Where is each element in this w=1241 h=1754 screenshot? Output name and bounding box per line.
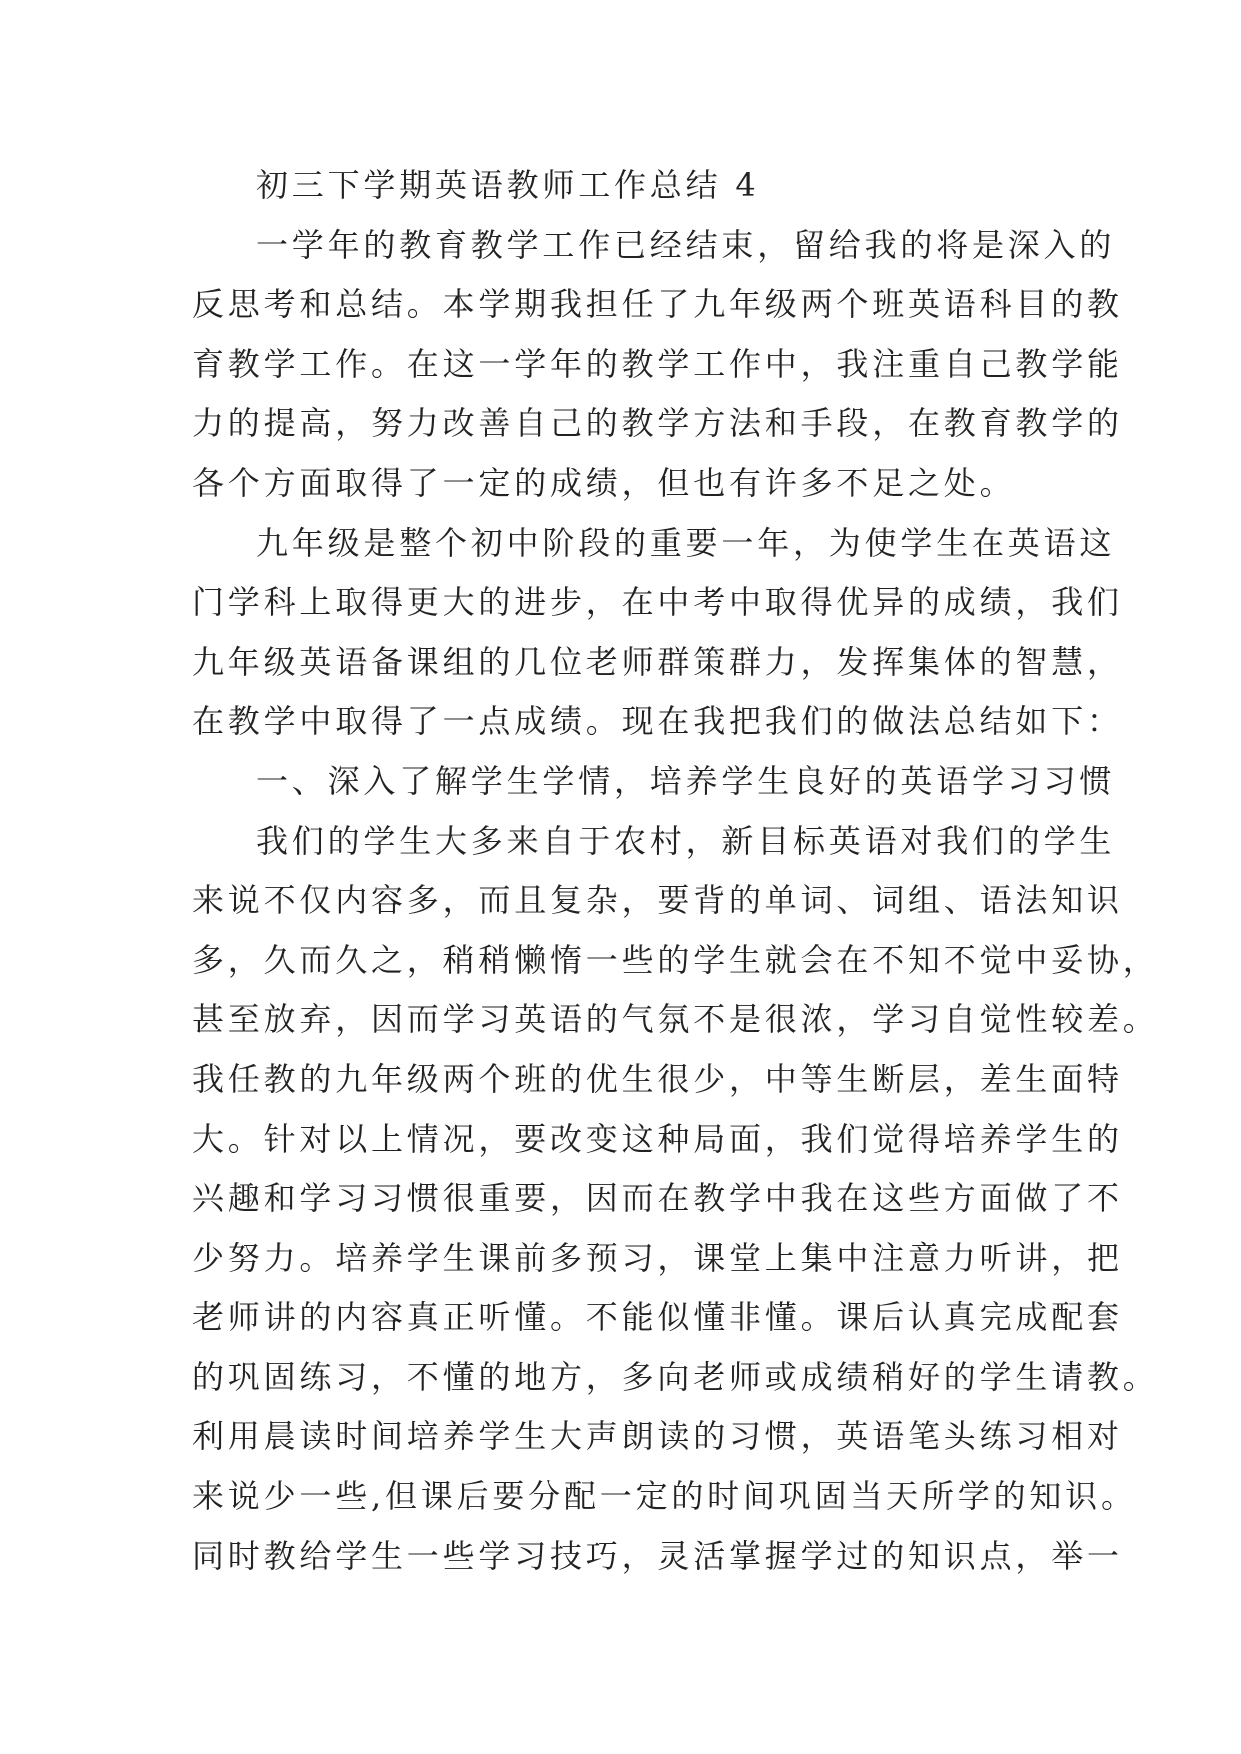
text-line: 利用晨读时间培养学生大声朗读的习惯，英语笔头练习相对 — [192, 1417, 1123, 1456]
text-line: 的巩固练习，不懂的地方，多向老师或成绩稍好的学生请教。 — [192, 1357, 1159, 1396]
text-line: 少努力。培养学生课前多预习，课堂上集中注意力听讲，把 — [192, 1238, 1123, 1277]
text-line: 来说少一些,但课后要分配一定的时间巩固当天所学的知识。 — [192, 1477, 1137, 1516]
document-body — [192, 156, 1159, 1586]
text-line: 老师讲的内容真正听懂。不能似懂非懂。课后认真完成配套 — [192, 1298, 1123, 1337]
text-line: 一学年的教育教学工作已经结束，留给我的将是深入的 — [256, 225, 1116, 264]
text-line: 九年级英语备课组的几位老师群策群力，发挥集体的智慧， — [192, 642, 1123, 681]
text-line: 大。针对以上情况，要改变这种局面，我们觉得培养学生的 — [192, 1119, 1123, 1158]
text-line: 我们的学生大多来自于农村，新目标英语对我们的学生 — [256, 821, 1116, 860]
text-line: 甚至放弃，因而学习英语的气氛不是很浓，学习自觉性较差。 — [192, 1000, 1159, 1039]
text-line: 在教学中取得了一点成绩。现在我把我们的做法总结如下： — [192, 702, 1123, 741]
text-line: 一、深入了解学生学情，培养学生良好的英语学习习惯 — [256, 761, 1116, 800]
text-line: 同时教给学生一些学习技巧，灵活掌握学过的知识点，举一 — [192, 1536, 1123, 1575]
text-line: 多，久而久之，稍稍懒惰一些的学生就会在不知不觉中妥协， — [192, 940, 1159, 979]
text-line: 反思考和总结。本学期我担任了九年级两个班英语科目的教 — [192, 285, 1123, 324]
document-title: 初三下学期英语教师工作总结 4 — [256, 166, 760, 204]
text-line: 兴趣和学习习惯很重要，因而在教学中我在这些方面做了不 — [192, 1179, 1123, 1218]
text-line: 来说不仅内容多，而且复杂，要背的单词、词组、语法知识 — [192, 881, 1123, 920]
text-line: 育教学工作。在这一学年的教学工作中，我注重自己教学能 — [192, 344, 1123, 383]
text-line: 力的提高，努力改善自己的教学方法和手段，在教育教学的 — [192, 404, 1123, 443]
text-line: 各个方面取得了一定的成绩，但也有许多不足之处。 — [192, 463, 1016, 502]
text-line: 九年级是整个初中阶段的重要一年，为使学生在英语这 — [256, 523, 1116, 562]
text-line: 门学科上取得更大的进步，在中考中取得优异的成绩，我们 — [192, 583, 1123, 622]
text-line: 我任教的九年级两个班的优生很少，中等生断层，差生面特 — [192, 1059, 1123, 1098]
